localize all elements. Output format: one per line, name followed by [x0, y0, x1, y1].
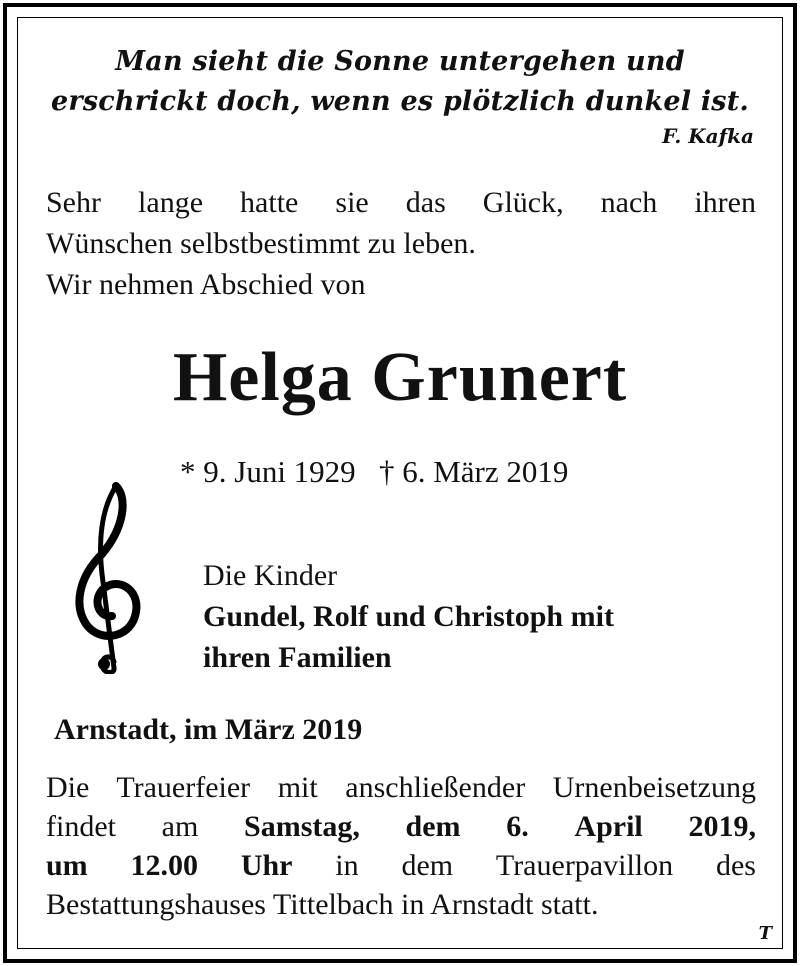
service-time: 12.00 [130, 849, 198, 882]
service-word: am [161, 810, 199, 843]
intro-line-3: Wir nehmen Abschied von [46, 268, 366, 301]
service-date-month: April [574, 810, 643, 843]
service-line-2 [46, 807, 756, 846]
quote-author: F. Kafka [662, 124, 754, 148]
service-date-day: 6. [506, 810, 529, 843]
service-line-4: Bestattungshauses Tittelbach in Arnstadt statt. [46, 888, 599, 921]
service-word: des [715, 849, 756, 882]
intro-line-2: Wünschen selbstbestimmt zu leben. [46, 227, 476, 260]
service-announcement [46, 768, 756, 924]
service-date-year: 2019, [688, 810, 756, 843]
service-word: findet [46, 810, 116, 843]
intro-text [46, 182, 756, 305]
service-line-3 [46, 846, 756, 885]
mourners-block [203, 555, 763, 678]
life-dates [180, 452, 568, 492]
service-day: Samstag, [244, 810, 360, 843]
service-word: Uhr [240, 849, 293, 882]
service-word: dem [405, 810, 461, 843]
treble-clef-icon [72, 478, 146, 674]
service-venue: Trauerpavillon [495, 849, 674, 882]
service-word: in [335, 849, 359, 882]
corner-mark: T [758, 923, 772, 944]
birth-date: * 9. Juni 1929 [180, 454, 356, 489]
service-line-1: Die Trauerfeier mit anschließender Urnenbeisetzung [46, 771, 756, 804]
service-word: um [46, 849, 88, 882]
quote-line-1: Man sieht die Sonne untergehen und [115, 46, 685, 77]
place-date: Arnstadt, im März 2019 [54, 713, 363, 746]
mourners-label: Die Kinder [203, 559, 338, 592]
deceased-name: Helga Grunert [172, 339, 628, 416]
death-date: † 6. März 2019 [378, 454, 569, 489]
intro-line-1: Sehr lange hatte sie das Glück, nach ihren [46, 186, 756, 219]
mourners-names-1: Gundel, Rolf und Christoph mit [203, 600, 614, 633]
quote-line-2: erschrickt doch, wenn es plötzlich dunkel ist. [51, 86, 749, 117]
service-word: dem [401, 849, 454, 882]
kafka-quote [40, 42, 760, 122]
mourners-names-2: ihren Familien [203, 641, 392, 674]
